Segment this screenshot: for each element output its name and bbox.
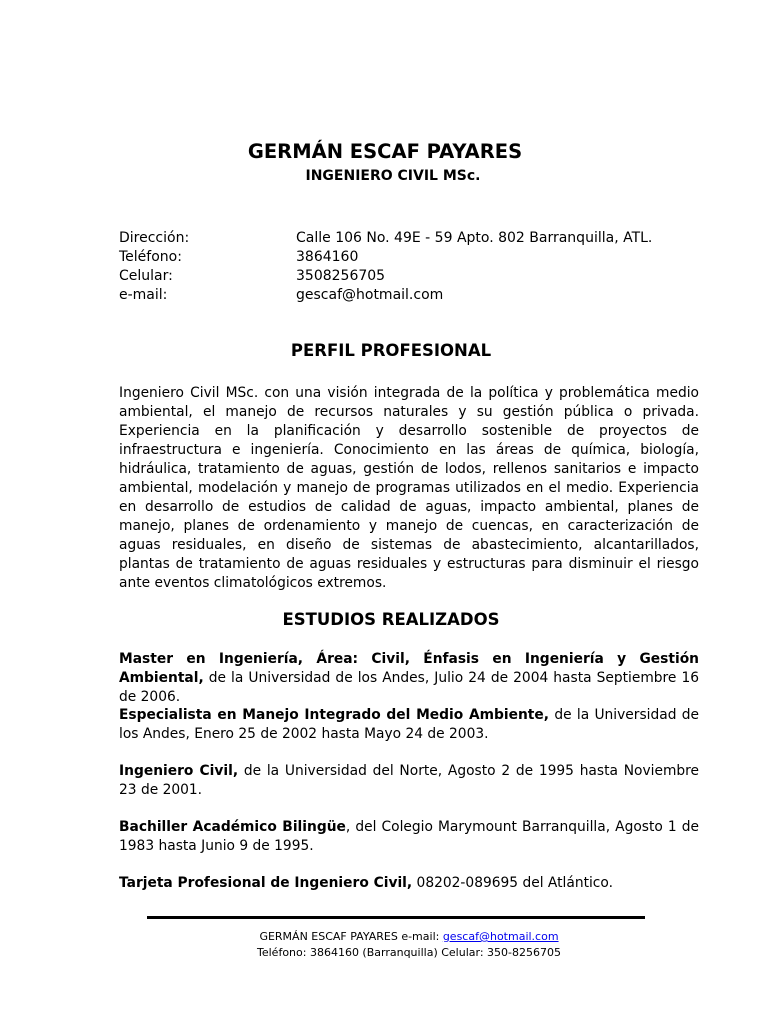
footer-line-1 [0, 929, 770, 945]
contact-row-email [119, 286, 652, 305]
person-name: GERMÁN ESCAF PAYARES [247, 140, 523, 163]
person-title: INGENIERO CIVIL MSc. [305, 168, 481, 184]
contact-row-phone [119, 248, 652, 267]
study-detail: de la Universidad del Norte, Agosto 2 de 1995 hasta Noviembre 23 de 2001. [119, 763, 699, 798]
footer-name-prefix: GERMÁN ESCAF PAYARES e-mail: [259, 930, 443, 943]
email-value: gescaf@hotmail.com [296, 287, 444, 303]
study-degree: Especialista en Manejo Integrado del Medio Ambiente, [119, 707, 550, 723]
footer-email-link[interactable]: gescaf@hotmail.com [442, 930, 559, 943]
footer-divider [147, 916, 645, 919]
study-degree: Master en Ingeniería, Área: Civil, Énfasis en Ingeniería y Gestión Ambiental, [119, 651, 699, 686]
study-item-master [119, 650, 699, 707]
perfil-heading: PERFIL PROFESIONAL [290, 341, 492, 360]
mobile-value: 3508256705 [296, 268, 386, 284]
study-item-bachiller [119, 818, 699, 856]
study-detail: de la Universidad de los Andes, Enero 25 de 2002 hasta Mayo 24 de 2003. [119, 707, 699, 742]
email-label: e-mail: [119, 287, 168, 303]
contact-row-mobile [119, 267, 652, 286]
address-label: Dirección: [119, 230, 190, 246]
address-value: Calle 106 No. 49E - 59 Apto. 802 Barranquilla, ATL. [296, 230, 653, 246]
study-item-tarjeta [119, 874, 699, 893]
study-item-civil-engineer [119, 762, 699, 800]
mobile-label: Celular: [119, 268, 173, 284]
study-degree: Tarjeta Profesional de Ingeniero Civil, [119, 875, 413, 891]
phone-label: Teléfono: [119, 249, 182, 265]
study-detail: de la Universidad de los Andes, Julio 24 de 2004 hasta Septiembre 16 de 2006. [119, 670, 699, 705]
contact-block [119, 229, 652, 305]
study-degree: Bachiller Académico Bilingüe [119, 819, 346, 835]
study-item-specialist [119, 706, 699, 744]
phone-value: 3864160 [296, 249, 359, 265]
study-detail: , del Colegio Marymount Barranquilla, Agosto 1 de 1983 hasta Junio 9 de 1995. [119, 819, 699, 854]
estudios-heading: ESTUDIOS REALIZADOS [282, 610, 500, 629]
contact-row-address [119, 229, 652, 248]
study-detail: 08202-089695 del Atlántico. [412, 875, 613, 891]
footer-line-2: Teléfono: 3864160 (Barranquilla) Celular: 350-8256705 [257, 946, 561, 959]
perfil-text: Ingeniero Civil MSc. con una visión integrada de la política y problemática medio ambiental, el manejo de recursos naturales y su gestión pública o privada. Experiencia en la planificación y desarrollo sostenible de proyectos de infraestructura e ingeniería. Conocimiento en las áreas de química, biología, hidráulica, tratamiento de aguas, gestión de lodos, rellenos sanitarios e impacto ambiental, modelación y manejo de programas utilizados en el medio. Experiencia en desarrollo de estudios de calidad de aguas, impacto ambiental, planes de manejo, planes de ordenamiento y manejo de cuencas, en caracterización de aguas residuales, en diseño de sistemas de abastecimiento, alcantarillados, plantas de tratamiento de aguas residuales y estructuras para disminuir el riesgo ante eventos climatológicos extremos. [119, 385, 699, 591]
study-degree: Ingeniero Civil, [119, 763, 239, 779]
